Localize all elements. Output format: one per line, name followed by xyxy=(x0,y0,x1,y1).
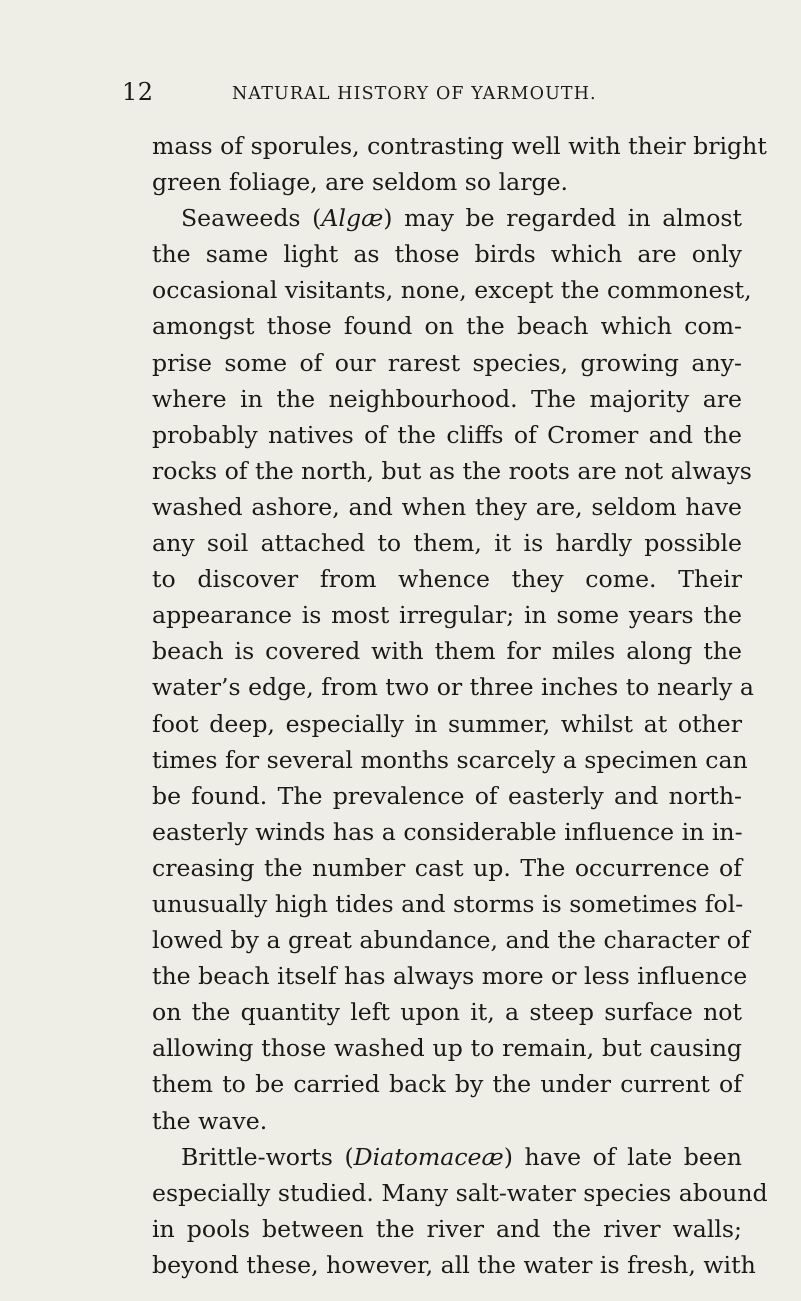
text-line: be found. The prevalence of easterly and north- xyxy=(152,781,742,810)
text-line: the wave. xyxy=(152,1106,268,1135)
text-line: occasional visitants, none, except the commonest, xyxy=(152,276,752,305)
text-line: green foliage, are seldom so large. xyxy=(152,168,569,197)
paragraph-start-line: Seaweeds (Algæ) may be regarded in almost xyxy=(181,204,742,233)
text-line: appearance is most irregular; in some years the xyxy=(152,601,742,630)
text-line: times for several months scarcely a specimen can xyxy=(152,745,748,774)
text-line: water’s edge, from two or three inches to nearly a xyxy=(152,673,754,702)
text-line: where in the neighbourhood. The majority are xyxy=(152,384,742,413)
text-line: unusually high tides and storms is sometimes fol- xyxy=(152,889,744,918)
text-line: beyond these, however, all the water is fresh, with xyxy=(152,1250,756,1279)
text-line: allowing those washed up to remain, but causing xyxy=(152,1034,742,1063)
text-line: creasing the number cast up. The occurrence of xyxy=(152,853,742,882)
text-line: on the quantity left upon it, a steep surface not xyxy=(152,998,742,1027)
running-head xyxy=(0,78,801,108)
body-text xyxy=(152,128,768,1283)
text-line: the beach itself has always more or less influence xyxy=(152,962,748,991)
text-line: especially studied. Many salt-water species abound xyxy=(152,1178,768,1207)
text-line: any soil attached to them, it is hardly possible xyxy=(152,529,742,558)
text-line: mass of sporules, contrasting well with their bright xyxy=(152,132,767,160)
text-line: amongst those found on the beach which com- xyxy=(152,312,742,341)
text-line: washed ashore, and when they are, seldom have xyxy=(152,492,742,521)
text-line: probably natives of the cliffs of Cromer and the xyxy=(152,420,742,449)
text-line: in pools between the river and the river walls; xyxy=(152,1214,742,1243)
running-title: NATURAL HISTORY OF YARMOUTH. xyxy=(232,84,597,104)
text-line: lowed by a great abundance, and the character of xyxy=(152,926,750,955)
text-line: easterly winds has a considerable influence in in- xyxy=(152,817,743,846)
text-line: rocks of the north, but as the roots are not always xyxy=(152,456,752,485)
text-line: prise some of our rarest species, growing any- xyxy=(152,348,742,377)
paragraph-start-line: Brittle-worts (Diatomaceæ) have of late been xyxy=(181,1142,742,1171)
text-line: foot deep, especially in summer, whilst at other xyxy=(152,709,742,738)
text-line: the same light as those birds which are only xyxy=(152,240,742,269)
text-line: to discover from whence they come. Their xyxy=(152,565,742,594)
text-line: beach is covered with them for miles along the xyxy=(152,637,742,666)
page-number: 12 xyxy=(122,78,154,106)
text-line: them to be carried back by the under current of xyxy=(152,1070,742,1099)
